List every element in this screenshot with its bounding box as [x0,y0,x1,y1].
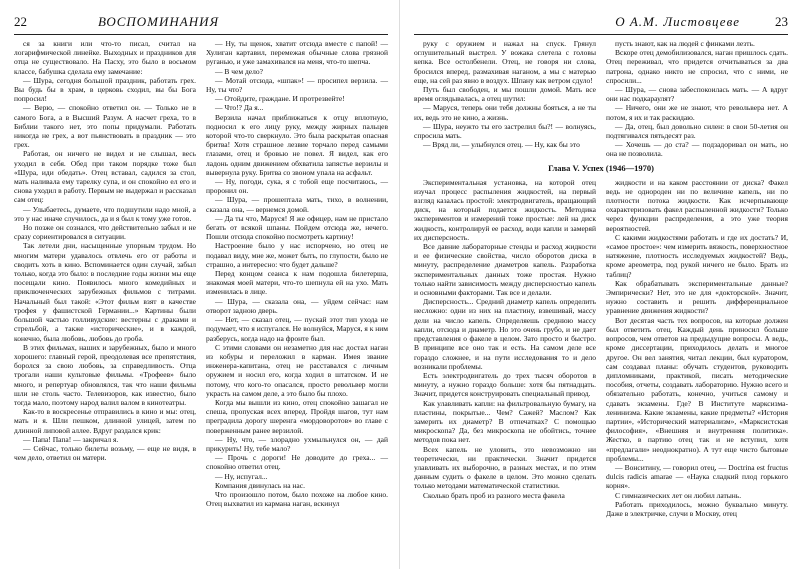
right-col-3 [414,178,596,519]
chapter-heading: Глава V. Успех (1946—1970) [548,162,654,173]
left-page-number: 22 [14,14,27,29]
paragraph: — Вонситину, — говорил отец, — Doctrina est fructus dulcis radicis amarae — «Наука сладкий плод горького корня». [606,462,788,491]
paragraph: Что произошло потом, было похоже на любое кино. Отец выхватил из кармана наган, вскинул [206,489,388,509]
paragraph: Все давние лабораторные стенды и расход жидкости и ее физические свойства, число оборотов диска в минуту, распределение диаметров капель. Разработка экспериментальных данных тоже простая. Нужно только найти зависимость между дисперсностью капель и основными факторами. Так все и делали. [414,242,596,298]
right-col-1 [414,39,596,159]
paragraph: — Ну, погоди, сука, я с тобой еще посчитаюсь, — проронил он. [206,177,388,196]
paragraph: С какими жидкостями работать и где их достать? И, «самое простое»: чем измерить вязкость, поверхностное натяжение, плотность исследуемых жидкостей? Ведь, кроме ареометра, под рукой ничего не было. Брать из таблиц? [606,232,788,279]
paragraph: Есть электродвигатель до трех тысяч оборотов в минуту, а нужно гораздо больше: хотя бы пятнадцать. Значит, придется конструировать специальный привод. [414,370,596,399]
paragraph: Вот десятая часть тех вопросов, на которые должен был ответить отец. Каждый день приносил больше вопросов, чем ответов на предыдущие вопросы. А ведь, кроме диссертации, приходилось делать и многое другое. Он вел занятия, читал лекции, был куратором, сам создавал планы: обучать студентов, руководить дипломниками, практикой, писать методические пособия, отчеты, создавать лабораторию. Нужно всего и обязательно работать, конечно, учиться самому и сдавать экзамены. Где? В Институте марксизма-ленинизма. Какие экзамены, какие предметы? «История партии», «Исторический материализм», «Марксистская философия», «Внешняя и внутренняя политика». Жестко, в партию отец так и не вступил, хотя «предлагали» неоднократно). А тут еще чисто бытовые проблемы... [606,315,788,463]
paragraph: Перед концом сеанса к нам подошла билетерша, знакомая моей матери, что-то шепнула ей на ухо. Мать изменилась в лице. [206,269,388,297]
paragraph: пусть знают, как на людей с финками лезть. [615,39,755,48]
paragraph: — Вряд ли, — улыбнулся отец. — Ну, как бы это [423,140,580,150]
paragraph: — Мотай отсюда, «шпак»! — просипел верзила. — Ну, ты что? [206,75,388,95]
paragraph: — Шура, — сказала она, — уйдем сейчас: нам отворот задною дверь. [206,296,388,315]
paragraph: — Ну, ты щенок, хватит отсюда вместе с папой! — Хулиган картавил, перемежая обычные слова грязной руганью, и уже замахивался на меня, что-то шепча. [206,39,388,67]
right-page [408,0,794,569]
paragraph: Дисперсность... Средний диаметр капель определить несложно: одни из них на пластину, взвешивай, массу дели на число капель. Определяешь среднюю массу капли, отсюда и диаметр. Но это очень грубо, и не дает представления о факеле в целом. Зато просто и быстро. В принципе все оно так и есть. На самом деле все гораздо сложнее, и на пути исследования то и дело возникали проблемы. [414,297,596,371]
left-running-head: ВОСПОМИНАНИЯ [98,14,220,29]
paragraph: — Верю, — спокойно ответил он. — Только не в самого Бога, а в Высший Разум. А насчет греха, то в Библии такого нет, это попы придумали. Работать никогда не грех, а вот пьянствовать в праздник — это грех. [14,103,196,150]
left-page [8,0,394,569]
paragraph: Верзила начал приближаться к отцу вплотную, подносил к его лицу руку, между жирных пальцев которой что-то сверкнуло. Это была раскрытая опасная бритва! Хотя страшное лезвие торчало перед самыми глазами, отец и бровью не повел. Я видел, как его ладонь одним движением обхватила запястье верзилы и вывернула руку. Бритва со звоном упала на асфальт. [206,112,388,177]
paragraph: В этих фильмах, наших и зарубежных, было и много хорошего: главный герой, преодолевая все препятствия, боролся за свою любовь, за справедливость. Отца трогали наши культовые фильмы. «Трофеев» было много, и репертуар обновлялся, так что наши фильмы шли не столь часто. Телевизоров, как известно, было тогда мало, поэтому народ валил валом в кинотеатры. [14,342,196,407]
paragraph: — Ну, испугал... [215,471,268,481]
paragraph: Настроение было у нас испорчено, но отец не подавал виду, мне же, может быть, по глупости, было не страшно, а интересно: что будет дальше? [206,241,388,269]
paragraph: Всех капель не уловить, это невозможно ни теоретически, ни практически. Значит придется улавливать их выборочно, в разных местах, и по этим данным судить о факеле в целом. Это можно сделать только методами математической статистики. [414,444,596,491]
right-col-2 [606,39,788,159]
paragraph: Но позже он сознался, что действительно забыл и не сразу сориентировался в ситуации. [14,223,196,242]
paragraph: Компания двинулась на нас. [215,480,305,490]
paragraph: — Шура, сегодня большой праздник, работать грех. Вы будь бы в храм, в церковь сходил, вы бы Бога попросил! [14,75,196,104]
paragraph: Когда мы вышли из кино, отец спокойно зашагал не спеша, пропуская всех вперед. Пройдя шагов, тут нам преградила дорогу шеренга «мордоворотов» во главе с поверженным ранее верзилой. [206,397,388,435]
paragraph: — Сейчас, только билеты возьму, — еще не видя, в чем дело, ответил он матери. [14,443,196,463]
paragraph: — Что!? Да я... [215,103,264,113]
paragraph: — Шура, — прошептала мать, тихо, в волнении, сказала она, — вернемся домой. [206,195,388,214]
paragraph: — В чем дело? [215,66,263,76]
paragraph: Сколько брать проб из разного места факела [423,490,565,500]
paragraph: — Отойдите, граждане. И протрезвейте! [215,94,345,104]
paragraph: — Папа! Папа! — закричал я. [23,434,119,444]
paragraph: — Маруся, теперь они тебя должны бояться, а не ты их, ведь это не кино, а жизнь. [414,103,596,122]
left-col-1 [14,39,196,508]
paragraph: — Улыбаетесь, думаете, что подшутили надо мной, а это у нас иначе случилось, да и я был к тому уже готов. [14,204,196,223]
paragraph: руку с оружием и нажал на спуск. Грянул оглушительный выстрел. У вожака слетела с головы кепка. Все остолбенели. Отец, не говоря ни слова, бросился вперед, размахивая наганом, а мы с матерью еще, на сей раз явно в воздух. Шпану как ветром сдуло! [414,39,596,85]
paragraph: С этими словами он незаметно для нас достал наган из кобуры и переложил в карман. Имея звание инженера-капитана, отец не расставался с личным оружием и носил его, когда ходил в штатском. И не потому, что кого-то опасался, просто револьвер могли украсть на самом деле, а это было бы плохо. [206,342,388,398]
right-page-header [414,10,788,35]
paragraph: Как-то в воскресенье отправились в кино и мы: отец, мать и я. Шли пешком, длинной улицей, затем по длинной липовой аллее. Вдруг раздался крик: [14,407,196,435]
paragraph: — Нет, — сказал отец, — пускай этот тип ухода не подумает, что я испугался. Не волнуйся, Маруся, я к ним разберусь, когда надо на фронте был. [206,315,388,343]
paragraph: С гимназических лет он любил латынь. [615,490,742,500]
paragraph: — Прочь с дороги! Не доводите до греха... — спокойно ответил отец. [206,453,388,472]
paragraph: Как улавливать капли: на фильтровальную бумагу, на пластины, покрытые... Чем? Сажей? Маслом? Как замерить их диаметр? В отпечатках? С помощью микроскопа? Да, без микроскопа не обойтись, точнее методов пока нет. [414,398,596,445]
paragraph: жидкости и на каком расстоянии от диска? Факел ведь не однороден ни по величине капель, ни по плотности потока жидкости. Как исчерпывающе охарактеризовать факел распыленной жидкости? Только через функции распределения, а это уже теория вероятностей. [606,177,788,233]
paragraph: — Хочешь — до ста? — подзадоривал он мать, но она не позволила. [606,140,788,159]
paragraph: Экспериментальная установка, на которой отец изучал процесс распыления жидкостей, на первый взгляд казалась простой: электродвигатель, вращающий диск, на который подается жидкость. Методика экспериментов и измерений тоже простые: лей на диск жидкость, контролируй ее расход, води капли и замеряй их дисперсность. [414,177,596,242]
paragraph: — Ну, что, — злорадно ухмыльнулся он, — дай прикурить! Ну, тебе мало? [206,434,388,453]
paragraph: Как обрабатывать экспериментальные данные? Эмпирически? Нет, это не для «докторской». Значит, нужно составить и решить дифференциальное уравнение движения жидкости? [606,278,788,316]
paragraph: ся за книги или что-то писал, считал на логарифмической линейке. Выходных и праздников для отца не существовало. На Пасху, это было в восьмом классе, бабушка сделала ему замечание: [14,39,196,76]
paragraph: — Ничего, они же не знают, что револьвера нет. А потом, я их и так раскидаю. [606,103,788,122]
paragraph: Путь был свободен, и мы пошли домой. Мать все время оглядывалась, а отец шутил: [414,85,596,104]
paragraph: Вскоре отец демобилизовался, наган пришлось сдать. Отец переживал, что придется отчитываться за два патрона, однако никто не спросил, что с ними, не спросили... [606,48,788,85]
paragraph: — Да ты что, Маруся! Я же офицер, нам не пристало бегать от всякой шпаны. Пойдем отсюда же, нечего. Пошли отсюда спокойно посмотреть картину! [206,213,388,242]
left-col-2 [206,39,388,508]
paragraph: — Шура, неужто ты его застрелил бы?! — волнуясь, спросила мать. [414,121,596,141]
left-page-header [14,10,388,35]
paragraph: — Да, отец, был довольно силен: в свои 50-летия он подтягивался пятьдесят раз. [606,121,788,141]
paragraph: Так летели дни, насыщенные упорным трудом. Но многим матери удавалось отвлечь его от работы и сводить хоть в кино. Вспоминается один случай, забыл только, когда это было: в последние годы жизни мы еще посещали кино. Появилось много комедийных и приключенческих зарубежных фильмов с титрами. Начальный был такой: «Этот фильм взят в качестве трофея у фашистской Германии...» Картины были большой частью голливудские: вестерны с драками и стрельбой, а также «исторические», и в каждой, конечно, была любовь, любовь до гроба. [14,241,196,343]
right-page-number: 23 [775,14,788,29]
paragraph: Работать приходилось, можно буквально минуту. Даже в электричке, случи в Москву, отец [606,499,788,518]
right-col-4 [606,178,788,519]
right-running-head: О А.М. Листовцеве [615,14,740,29]
paragraph: — Шура, — снова забеспокоилась мать. — А вдруг они нас подкараулят? [606,85,788,104]
paragraph: Работая, он ничего не видел и не слышал, весь уходил в себя. Обед при таком порядке тоже был «Шура, иди обедать». Отец вставал, садился за стол, мать наливала ему тарелку супа, и он спокойно ел его и снова уходил в работу. Первым не выдержал и рассказал сам отец: [14,149,196,205]
book-gutter [399,0,400,569]
